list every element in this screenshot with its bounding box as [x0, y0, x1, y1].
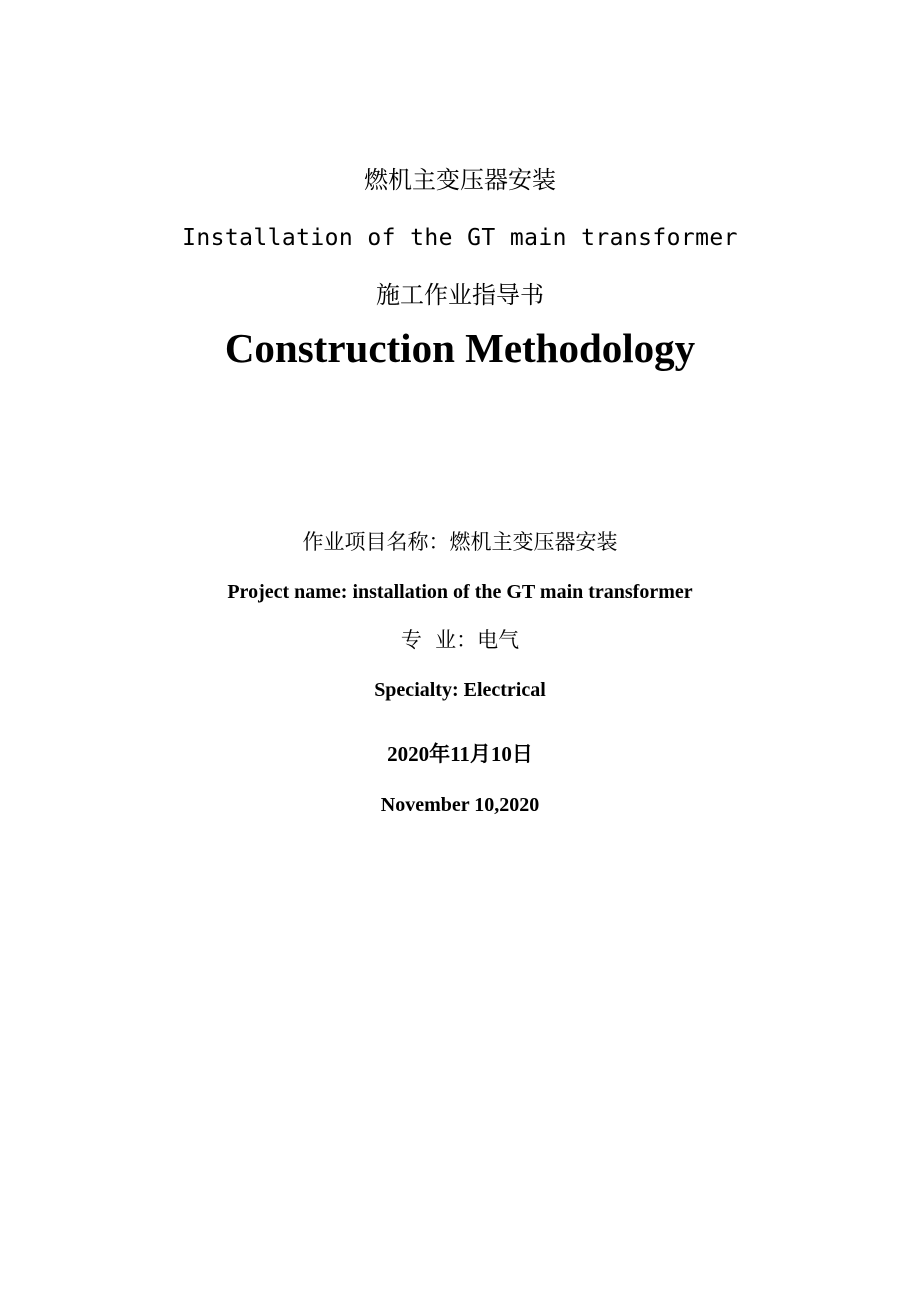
subtitle-english: Construction Methodology [224, 325, 696, 371]
date-chinese: 2020年11月10日 [387, 742, 533, 766]
project-name-english: Project name: installation of the GT main transformer [227, 581, 693, 603]
subtitle-chinese: 施工作业指导书 [376, 281, 544, 309]
specialty-chinese: 专 业：电气 [400, 628, 520, 652]
project-name-chinese: 作业项目名称：燃机主变压器安装 [302, 530, 618, 554]
title-english: Installation of the GT main transformer [182, 225, 738, 251]
title-chinese: 燃机主变压器安装 [364, 166, 556, 194]
specialty-english: Specialty: Electrical [374, 679, 546, 701]
date-english: November 10,2020 [380, 794, 540, 816]
